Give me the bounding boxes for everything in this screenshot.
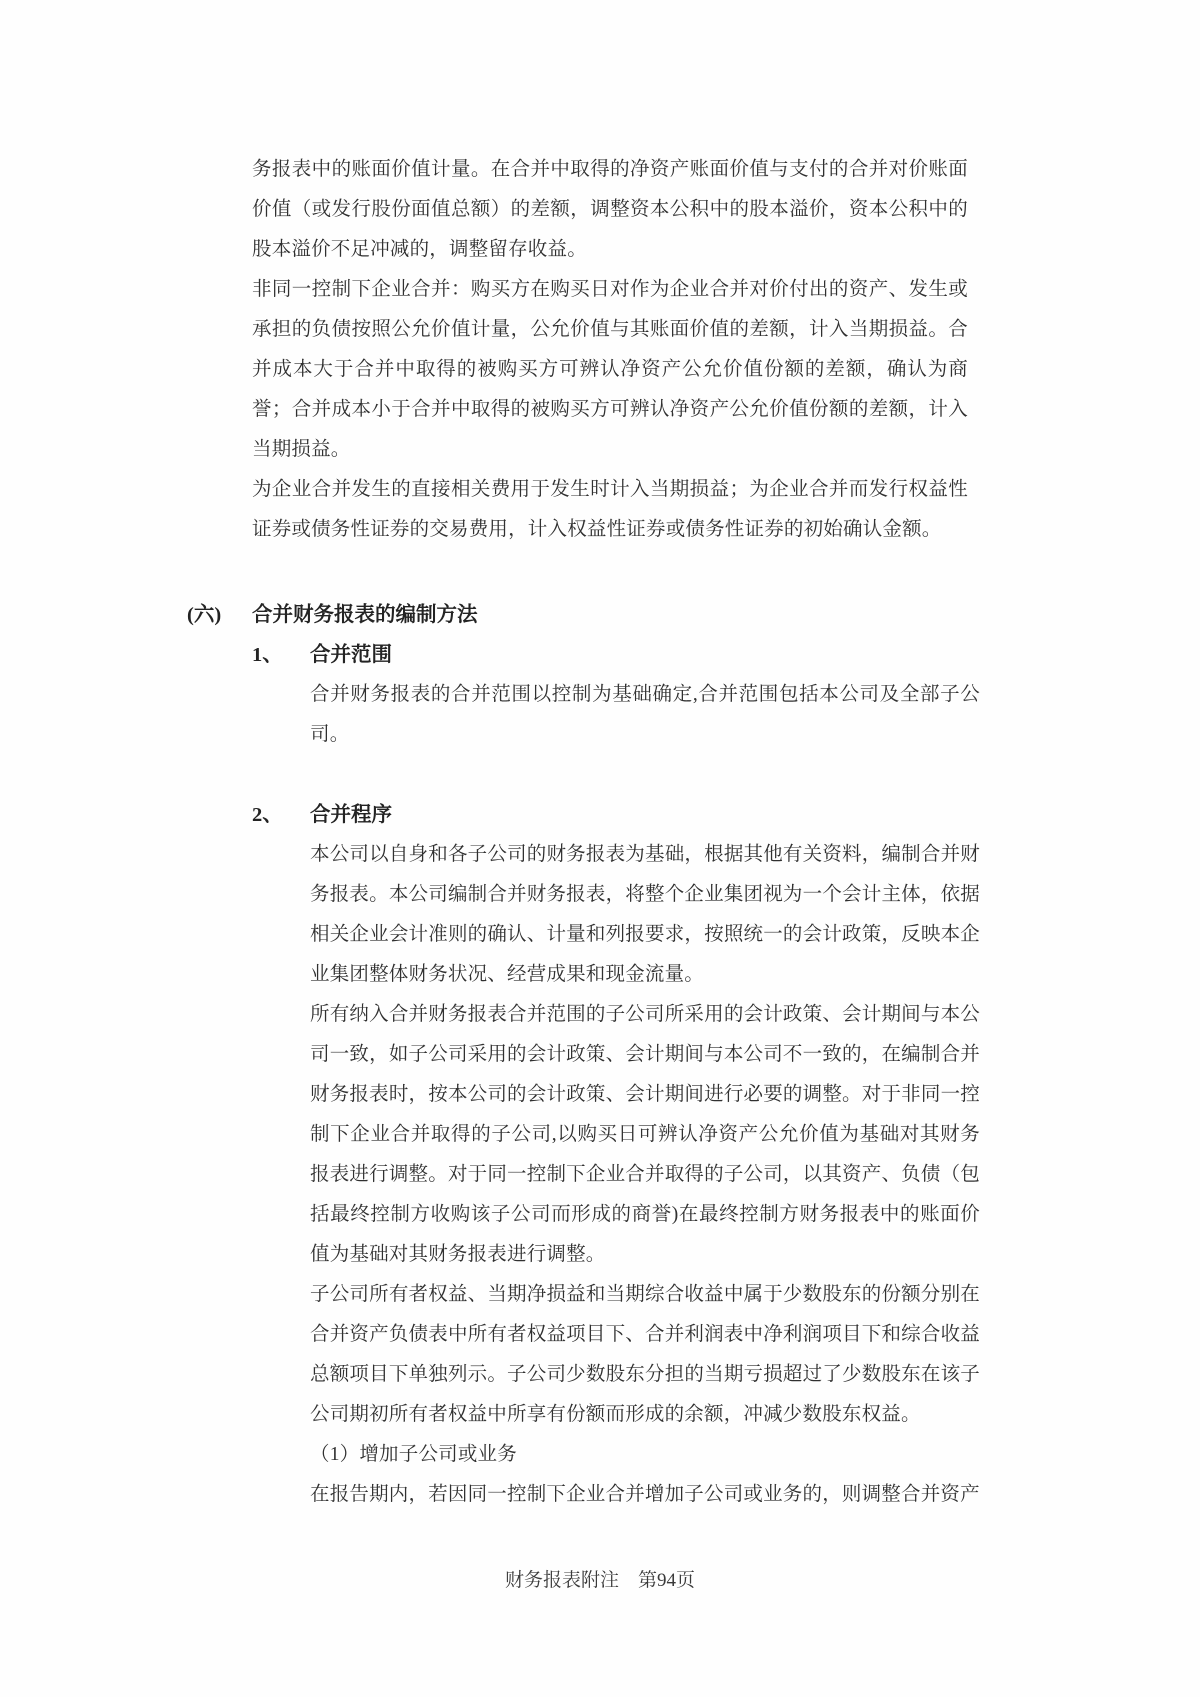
section-number: (六) xyxy=(187,604,222,626)
section-title: 合并财务报表的编制方法 xyxy=(252,604,478,626)
paragraph: 合并财务报表的合并范围以控制为基础确定,合并范围包括本公司及全部子公司。 xyxy=(310,684,980,745)
section-heading xyxy=(0,595,1200,635)
subsection-scope xyxy=(0,635,1200,755)
subsection-number: 1、 xyxy=(252,644,283,666)
paragraph: 在报告期内，若因同一控制下企业合并增加子公司或业务的，则调整合并资产 xyxy=(310,1484,980,1505)
subsection-heading xyxy=(0,795,1200,835)
list-item-heading: （1）增加子公司或业务 xyxy=(310,1444,517,1465)
paragraph: 子公司所有者权益、当期净损益和当期综合收益中属于少数股东的份额分别在合并资产负债表中所有者权益项目下、合并利润表中净利润项目下和综合收益总额项目下单独列示。子公司少数股东分担的当期亏损超过了少数股东在该子公司期初所有者权益中所享有份额而形成的余额，冲减少数股东权益。 xyxy=(310,1284,980,1425)
subsection-number: 2、 xyxy=(252,804,283,826)
paragraph: 为企业合并发生的直接相关费用于发生时计入当期损益；为企业合并而发行权益性证券或债务性证券的交易费用，计入权益性证券或债务性证券的初始确认金额。 xyxy=(252,479,968,540)
paragraph: 务报表中的账面价值计量。在合并中取得的净资产账面价值与支付的合并对价账面价值（或发行股份面值总额）的差额，调整资本公积中的股本溢价，资本公积中的股本溢价不足冲减的，调整留存收益。 xyxy=(252,159,968,260)
subsection-heading xyxy=(0,635,1200,675)
subsection-procedure xyxy=(0,795,1200,1515)
page-content xyxy=(0,150,1200,1515)
paragraph: 所有纳入合并财务报表合并范围的子公司所采用的会计政策、会计期间与本公司一致，如子公司采用的会计政策、会计期间与本公司不一致的，在编制合并财务报表时，按本公司的会计政策、会计期间进行必要的调整。对于非同一控制下企业合并取得的子公司,以购买日可辨认净资产公允价值为基础对其财务报表进行调整。对于同一控制下企业合并取得的子公司，以其资产、负债（包括最终控制方收购该子公司而形成的商誉)在最终控制方财务报表中的账面价值为基础对其财务报表进行调整。 xyxy=(310,1004,980,1265)
page-footer: 财务报表附注 第94页 xyxy=(504,1570,695,1591)
subsection-title: 合并程序 xyxy=(310,804,392,826)
subsection-title: 合并范围 xyxy=(310,644,392,666)
paragraph: 本公司以自身和各子公司的财务报表为基础，根据其他有关资料，编制合并财务报表。本公司编制合并财务报表，将整个企业集团视为一个会计主体，依据相关企业会计准则的确认、计量和列报要求，按照统一的会计政策，反映本企业集团整体财务状况、经营成果和现金流量。 xyxy=(310,844,980,985)
paragraph: 非同一控制下企业合并：购买方在购买日对作为企业合并对价付出的资产、发生或承担的负债按照公允价值计量，公允价值与其账面价值的差额，计入当期损益。合并成本大于合并中取得的被购买方可辨认净资产公允价值份额的差额，确认为商誉；合并成本小于合并中取得的被购买方可辨认净资产公允价值份额的差额，计入当期损益。 xyxy=(252,279,968,460)
